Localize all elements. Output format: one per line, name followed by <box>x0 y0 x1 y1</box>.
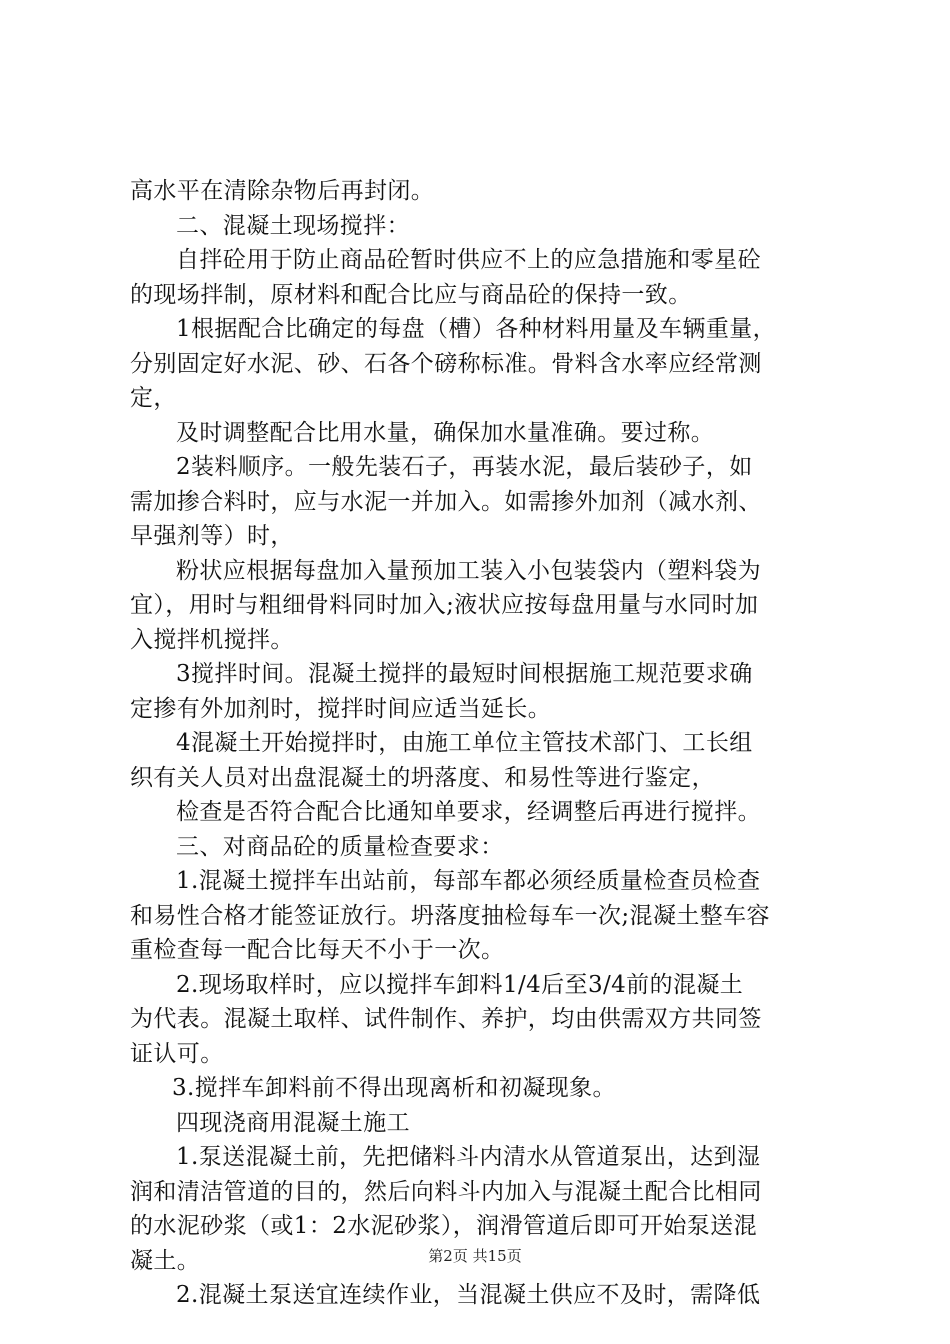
text-line: 凝土。 <box>130 1247 201 1274</box>
text-line: 2.混凝土泵送宜连续作业，当混凝土供应不及时，需降低 <box>176 1282 761 1308</box>
text-line: 定掺有外加剂时，搅拌时间应适当延长。 <box>130 695 552 722</box>
document-body <box>130 174 830 1313</box>
text-line: 宜），用时与粗细骨料同时加入;液状应按每盘用量与水同时加 <box>130 592 759 618</box>
text-line: 为代表。混凝土取样、试件制作、养护，均由供需双方共同签 <box>130 1006 762 1032</box>
page-footer: 第2页 共15页 <box>428 1247 522 1265</box>
text-line: 证认可。 <box>130 1040 224 1067</box>
text-line: 织有关人员对出盘混凝土的坍落度、和易性等进行鉴定， <box>130 764 715 791</box>
text-line: 定， <box>130 385 177 411</box>
text-line: 4混凝土开始搅拌时，由施工单位主管技术部门、工长组 <box>176 730 753 756</box>
text-line: 3搅拌时间。混凝土搅拌的最短时间根据施工规范要求确 <box>176 661 753 687</box>
text-line: 1根据配合比确定的每盘（槽）各种材料用量及车辆重量， <box>176 316 777 342</box>
text-line: 重检查每一配合比每天不小于一次。 <box>130 937 505 963</box>
text-line: 入搅拌机搅拌。 <box>130 626 294 653</box>
text-line: 高水平在清除杂物后再封闭。 <box>130 178 435 204</box>
text-line: 粉状应根据每盘加入量预加工装入小包装袋内（塑料袋为 <box>176 557 761 584</box>
text-line: 润和清洁管道的目的，然后向料斗内加入与混凝土配合比相同 <box>130 1178 762 1205</box>
text-line: 的现场拌制，原材料和配合比应与商品砼的保持一致。 <box>130 281 692 308</box>
text-line: 1.混凝土搅拌车出站前，每部车都必须经质量检查员检查 <box>176 868 761 894</box>
text-line: 3.搅拌车卸料前不得出现离析和初凝现象。 <box>172 1075 616 1101</box>
text-line: 2装料顺序。一般先装石子，再装水泥，最后装砂子，如 <box>176 454 753 480</box>
text-line: 和易性合格才能签证放行。坍落度抽检每车一次;混凝土整车容 <box>130 902 770 929</box>
text-line: 分别固定好水泥、砂、石各个磅称标准。骨料含水率应经常测 <box>130 350 762 377</box>
text-line: 三、对商品砼的质量检查要求： <box>176 833 504 860</box>
text-line: 2.现场取样时，应以搅拌车卸料1/4后至3/4前的混凝土 <box>176 971 744 998</box>
text-line: 四现浇商用混凝土施工 <box>176 1109 410 1136</box>
text-line: 1.泵送混凝土前，先把储料斗内清水从管道泵出，达到湿 <box>176 1144 761 1170</box>
text-line: 的水泥砂浆（或1：2水泥砂浆），润滑管道后即可开始泵送混 <box>130 1213 757 1239</box>
text-line: 检查是否符合配合比通知单要求，经调整后再进行搅拌。 <box>176 799 761 825</box>
text-line: 自拌砼用于防止商品砼暂时供应不上的应急措施和零星砼 <box>176 247 761 273</box>
text-line: 需加掺合料时，应与水泥一并加入。如需掺外加剂（减水剂、 <box>130 488 762 515</box>
text-line: 早强剂等）时， <box>130 523 294 549</box>
text-line: 及时调整配合比用水量，确保加水量准确。要过称。 <box>176 419 715 446</box>
text-line: 二、混凝土现场搅拌： <box>176 212 410 239</box>
